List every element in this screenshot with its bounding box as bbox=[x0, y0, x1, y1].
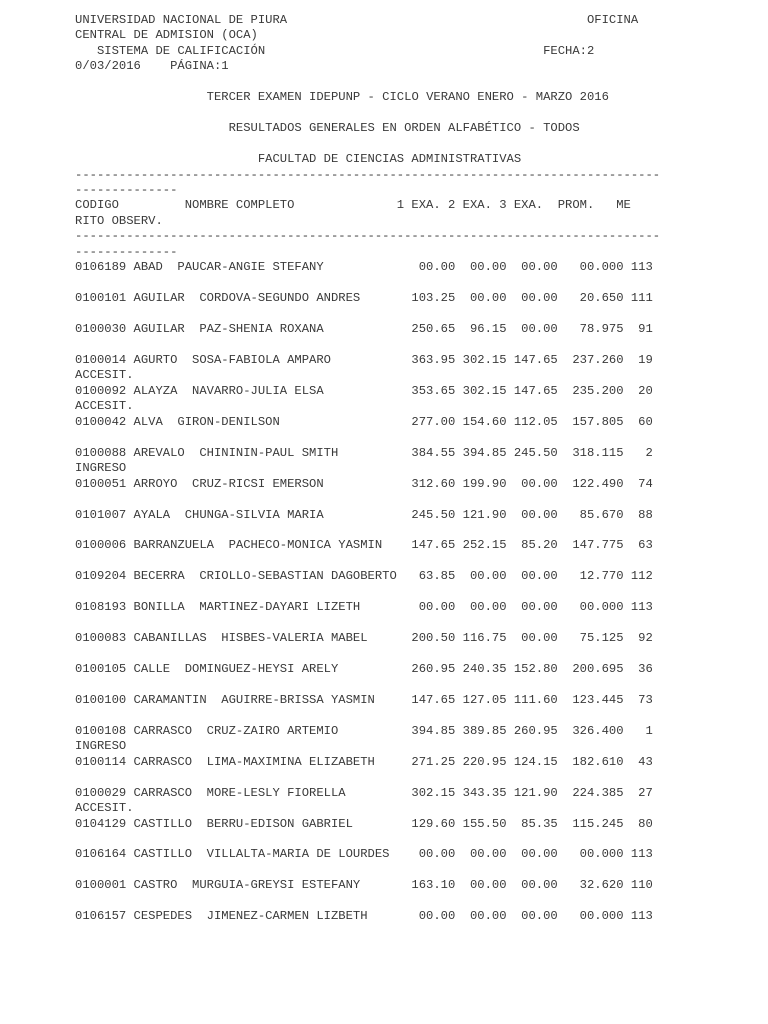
table-row: 0100092 ALAYZA NAVARRO-JULIA ELSA 353.65 302.15 147.65 235.200 20 bbox=[75, 383, 653, 398]
exam-title: TERCER EXAMEN IDEPUNP - CICLO VERANO ENERO - MARZO 2016 bbox=[206, 90, 609, 105]
table-row-continuation: ACCESIT. bbox=[75, 399, 134, 414]
table-row: 0100101 AGUILAR CORDOVA-SEGUNDO ANDRES 103.25 00.00 00.00 20.650 111 bbox=[75, 291, 653, 306]
table-row: 0100042 ALVA GIRON-DENILSON 277.00 154.60 112.05 157.805 60 bbox=[75, 414, 653, 429]
table-row: 0106189 ABAD PAUCAR-ANGIE STEFANY 00.00 00.00 00.00 00.000 113 bbox=[75, 260, 653, 275]
table-header-line1: CODIGO NOMBRE COMPLETO 1 EXA. 2 EXA. 3 EXA. PROM. ME bbox=[75, 198, 631, 213]
title-indent bbox=[75, 90, 207, 104]
results-listing bbox=[75, 13, 660, 925]
table-row-continuation: INGRESO bbox=[75, 461, 127, 476]
title-indent bbox=[75, 152, 258, 166]
fecha-label: FECHA:2 bbox=[543, 43, 595, 58]
table-row: 0109204 BECERRA CRIOLLO-SEBASTIAN DAGOBERTO 63.85 00.00 00.00 12.770 112 bbox=[75, 569, 653, 584]
table-header-line2: RITO OBSERV. bbox=[75, 213, 163, 228]
system-line-indent bbox=[75, 44, 97, 58]
table-row: 0100030 AGUILAR PAZ-SHENIA ROXANA 250.65 96.15 00.00 78.975 91 bbox=[75, 322, 653, 337]
table-row: 0106164 CASTILLO VILLALTA-MARIA DE LOURDES 00.00 00.00 00.00 00.000 113 bbox=[75, 847, 653, 862]
office-label: OFICINA bbox=[586, 13, 639, 27]
table-row: 0100051 ARROYO CRUZ-RICSI EMERSON 312.60 199.90 00.00 122.490 74 bbox=[75, 476, 653, 491]
date-page-line: 0/03/2016 PÁGINA:1 bbox=[75, 59, 229, 74]
table-row-continuation: INGRESO bbox=[75, 739, 127, 754]
header-gap bbox=[287, 13, 587, 27]
results-rows bbox=[75, 260, 660, 923]
table-row: 0104129 CASTILLO BERRU-EDISON GABRIEL 129.60 155.50 85.35 115.245 80 bbox=[75, 816, 653, 831]
separator-line-short: -------------- bbox=[75, 182, 178, 197]
separator-line: -------------------------------------------------------------------------------- bbox=[75, 229, 661, 244]
institution-line: UNIVERSIDAD NACIONAL DE PIURA bbox=[75, 13, 288, 27]
title-indent bbox=[75, 121, 229, 135]
system-line: SISTEMA DE CALIFICACIÓN bbox=[96, 43, 266, 58]
table-row-continuation: ACCESIT. bbox=[75, 801, 134, 816]
results-title: RESULTADOS GENERALES EN ORDEN ALFABÉTICO - TODOS bbox=[228, 121, 580, 136]
faculty-title: FACULTAD DE CIENCIAS ADMINISTRATIVAS bbox=[257, 152, 522, 167]
table-row: 0100114 CARRASCO LIMA-MAXIMINA ELIZABETH 271.25 220.95 124.15 182.610 43 bbox=[75, 754, 653, 769]
separator-line-short: -------------- bbox=[75, 244, 178, 259]
table-row: 0100105 CALLE DOMINGUEZ-HEYSI ARELY 260.95 240.35 152.80 200.695 36 bbox=[75, 662, 653, 677]
central-line: CENTRAL DE ADMISION (OCA) bbox=[75, 28, 258, 43]
table-row: 0100001 CASTRO MURGUIA-GREYSI ESTEFANY 163.10 00.00 00.00 32.620 110 bbox=[75, 878, 653, 893]
table-row-continuation: ACCESIT. bbox=[75, 368, 134, 383]
table-row: 0100100 CARAMANTIN AGUIRRE-BRISSA YASMIN 147.65 127.05 111.60 123.445 73 bbox=[75, 692, 653, 707]
table-row: 0100014 AGURTO SOSA-FABIOLA AMPARO 363.95 302.15 147.65 237.260 19 bbox=[75, 352, 653, 367]
table-row: 0100029 CARRASCO MORE-LESLY FIORELLA 302.15 343.35 121.90 224.385 27 bbox=[75, 785, 653, 800]
table-row: 0100083 CABANILLAS HISBES-VALERIA MABEL 200.50 116.75 00.00 75.125 92 bbox=[75, 631, 653, 646]
table-row: 0108193 BONILLA MARTINEZ-DAYARI LIZETH 00.00 00.00 00.00 00.000 113 bbox=[75, 600, 653, 615]
table-row: 0100088 AREVALO CHINININ-PAUL SMITH 384.55 394.85 245.50 318.115 2 bbox=[75, 445, 653, 460]
header-gap-2 bbox=[265, 44, 543, 58]
table-row: 0100108 CARRASCO CRUZ-ZAIRO ARTEMIO 394.85 389.85 260.95 326.400 1 bbox=[75, 723, 653, 738]
table-row: 0101007 AYALA CHUNGA-SILVIA MARIA 245.50 121.90 00.00 85.670 88 bbox=[75, 507, 653, 522]
table-row: 0106157 CESPEDES JIMENEZ-CARMEN LIZBETH 00.00 00.00 00.00 00.000 113 bbox=[75, 909, 653, 924]
separator-line: -------------------------------------------------------------------------------- bbox=[75, 167, 661, 182]
table-row: 0100006 BARRANZUELA PACHECO-MONICA YASMIN 147.65 252.15 85.20 147.775 63 bbox=[75, 538, 653, 553]
